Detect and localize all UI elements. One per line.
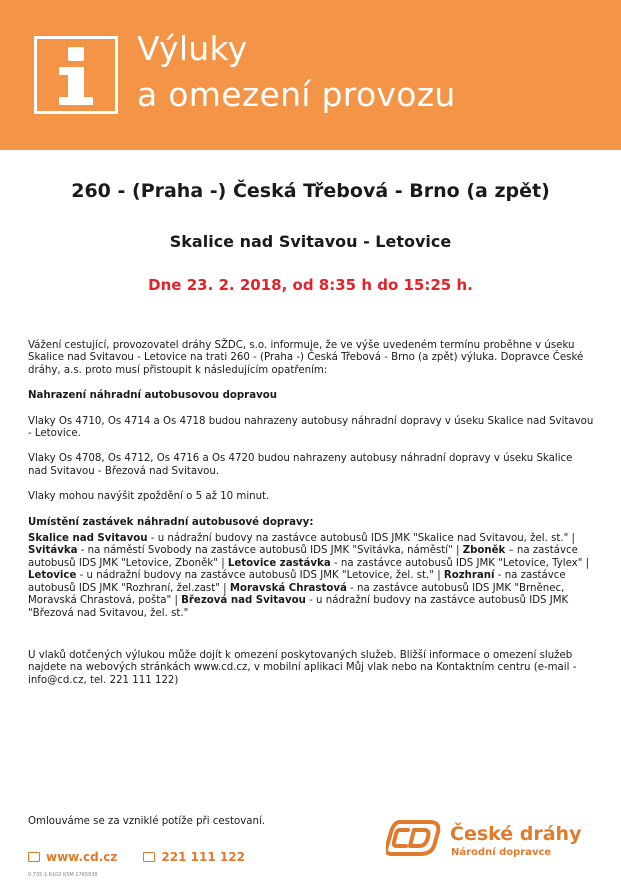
replacement-paragraph-2: Vlaky Os 4708, Os 4712, Os 4716 a Os 4720 budou nahrazeny autobusy náhradní dopravy v úseku Skalice nad Svitavou - Březová nad Svitavou. <box>28 453 573 477</box>
stop-desc: - u nádražní budovy na zastávce autobusů IDS JMK "Letovice, žel. st." | <box>76 570 444 582</box>
replacement-paragraph-3: Vlaky mohou navýšit zpoždění o 5 až 10 minut. <box>28 491 270 503</box>
phone-icon <box>143 852 155 862</box>
replacement-paragraph-1: Vlaky Os 4710, Os 4714 a Os 4718 budou nahrazeny autobusy náhradní dopravy v úseku Skalice nad Svitavou - Letovice. <box>28 415 594 440</box>
monitor-icon <box>28 852 40 862</box>
services-note: U vlaků dotčených výlukou může dojít k omezení poskytovaných služeb. Bližší informace o omezení služeb najdete na webových stránkách www.cd.cz, v mobilní aplikaci Můj vlak nebo na Kontaktním centru (e-mail - info@cd.cz, tel. 221 111 122) <box>28 649 577 686</box>
footer-contact <box>28 850 245 864</box>
stops-list <box>28 533 594 620</box>
replacement-heading: Nahrazení náhradní autobusovou dopravou <box>28 390 277 402</box>
footer-phone[interactable]: 221 111 122 <box>161 850 245 864</box>
brand-name: České dráhy <box>450 823 582 845</box>
brand <box>450 822 581 860</box>
footer-code: 0.735 1.6102 KSM 1765838 <box>28 872 98 878</box>
cd-logo-icon <box>386 818 442 858</box>
stops-heading: Umístění zastávek náhradní autobusové dopravy: <box>28 516 314 528</box>
info-icon <box>34 36 118 114</box>
stop-desc: - na zastávce autobusů IDS JMK "Letovice, Tylex" | <box>330 557 590 569</box>
banner-title-line2: a omezení provozu <box>137 75 456 114</box>
footer-web-link[interactable]: www.cd.cz <box>46 850 118 864</box>
brand-subtitle: Národní dopravce <box>451 847 552 858</box>
intro-paragraph: Vážení cestující, provozovatel dráhy SŽDC, s.o. informuje, že ve výše uvedeném termínu proběhne v úseku Skalice nad Svitavou - Letovice na trati 260 - (Praha -) Česká Třebová - Brno (a zpět) výluka. Dopravce České dráhy, a.s. proto musí přistoupit k následujícím opatřením: <box>28 340 584 376</box>
stop-desc: - u nádražní budovy na zastávce autobusů IDS JMK "Březová nad Svitavou, žel. st." <box>28 595 569 619</box>
stop-name: Moravská Chrastová <box>229 582 347 594</box>
route-title: 260 - (Praha -) Česká Třebová - Brno (a zpět) <box>71 180 550 202</box>
stop-name: Letovice zastávka <box>227 557 331 569</box>
stop-name: Březová nad Svitavou <box>181 595 306 607</box>
stop-desc: - na zastávce autobusů IDS JMK "Rozhraní, žel.zast" | <box>28 570 566 594</box>
banner-title-line1: Výluky <box>137 29 248 68</box>
stop-name: Skalice nad Svitavou <box>28 533 148 545</box>
stop-desc: - na zastávce autobusů IDS JMK "Brněnec, Moravská Chrastová, pošta" | <box>28 582 565 607</box>
apology-text: Omlouváme se za vzniklé potíže při cestovaní. <box>28 816 266 827</box>
stop-name: Zboněk <box>462 545 506 557</box>
stop-desc: - u nádražní budovy na zastávce autobusů IDS JMK "Skalice nad Svitavou, žel. st." | <box>147 533 575 545</box>
stop-name: Letovice <box>28 570 77 582</box>
section-title: Skalice nad Svitavou - Letovice <box>169 232 452 251</box>
date-line: Dne 23. 2. 2018, od 8:35 h do 15:25 h. <box>148 276 473 294</box>
stop-desc: – na zastávce autobusů IDS JMK "Letovice, Zboněk" | <box>28 545 578 569</box>
banner-title <box>137 26 456 118</box>
stop-desc: - na náměstí Svobody na zastávce autobusů IDS JMK "Svitávka, náměstí" | <box>77 545 463 557</box>
stop-name: Svitávka <box>28 545 78 557</box>
stop-name: Rozhraní <box>443 570 495 582</box>
header-banner <box>0 0 621 150</box>
notice-body <box>28 340 594 700</box>
